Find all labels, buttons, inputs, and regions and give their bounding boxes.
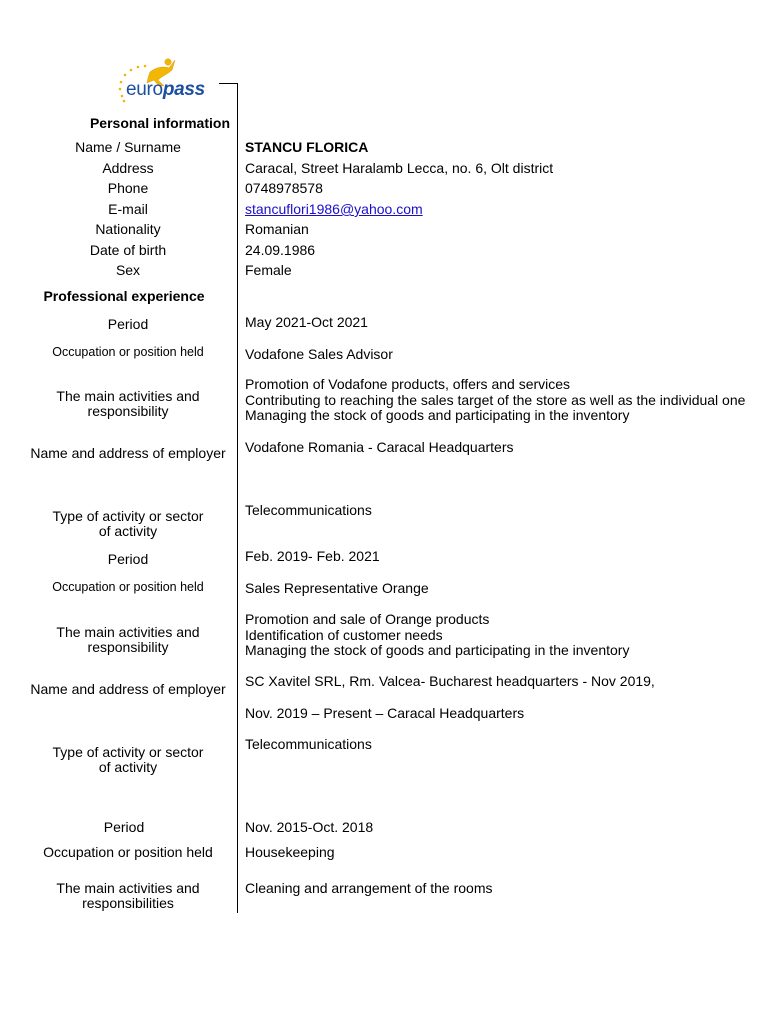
job2-occupation-label: Occupation or position held — [52, 580, 204, 594]
job1-period: May 2021-Oct 2021 — [245, 314, 368, 330]
divider-top — [219, 83, 238, 84]
europass-wordmark — [126, 79, 205, 101]
email-link[interactable]: stancuflori1986@yahoo.com — [245, 201, 423, 217]
job2-occupation: Sales Representative Orange — [245, 580, 429, 596]
job2-activity-line: Managing the stock of goods and participating in the inventory — [245, 642, 630, 658]
value-name: STANCU FLORICA — [245, 139, 369, 155]
job3-period: Nov. 2015-Oct. 2018 — [245, 819, 374, 835]
job3-activity-line: Cleaning and arrangement of the rooms — [245, 880, 493, 896]
job1-activities-label: The main activities and responsibility — [56, 388, 200, 419]
label-sex: Sex — [115, 262, 141, 278]
logo-euro: euro — [126, 79, 163, 100]
job2-sector: Telecommunications — [245, 736, 372, 752]
value-phone: 0748978578 — [245, 180, 323, 196]
job1-occupation-label: Occupation or position held — [52, 345, 204, 359]
label-phone: Phone — [107, 180, 149, 196]
job1-activities — [245, 377, 745, 424]
section-heading-personal: Personal information — [89, 115, 230, 131]
job1-activity-line: Promotion of Vodafone products, offers and services — [245, 376, 571, 392]
job3-activities-label: The main activities and responsibilities — [56, 880, 200, 911]
job1-activity-line: Managing the stock of goods and participating in the inventory — [245, 407, 630, 423]
job2-employer: SC Xavitel SRL, Rm. Valcea- Bucharest headquarters - Nov 2019, — [245, 673, 655, 689]
value-nationality: Romanian — [245, 221, 309, 237]
label-email: E-mail — [108, 201, 148, 217]
value-sex: Female — [245, 262, 292, 278]
value-address: Caracal, Street Haralamb Lecca, no. 6, Olt district — [245, 160, 554, 176]
value-date-of-birth: 24.09.1986 — [245, 242, 316, 258]
job2-period-label: Period — [107, 551, 149, 567]
divider-vertical — [237, 83, 238, 913]
job1-period-label: Period — [107, 316, 149, 332]
job1-employer: Vodafone Romania - Caracal Headquarters — [245, 439, 514, 455]
job2-activities-label: The main activities and responsibility — [56, 624, 200, 655]
job2-employer-continued: Nov. 2019 – Present – Caracal Headquarters — [245, 705, 525, 721]
label-name: Name / Surname — [75, 139, 181, 155]
job2-activity-line: Identification of customer needs — [245, 626, 443, 643]
label-nationality: Nationality — [95, 221, 161, 237]
job2-activities — [245, 612, 629, 659]
job1-sector-label: Type of activity or sector of activity — [52, 508, 204, 539]
job2-sector-label: Type of activity or sector of activity — [52, 744, 204, 775]
job3-activities — [245, 881, 492, 897]
job2-activity-line: Promotion and sale of Orange products — [245, 611, 490, 627]
job1-sector: Telecommunications — [245, 502, 372, 518]
job1-activity-line: Contributing to reaching the sales target of the store as well as the individual one — [245, 391, 746, 408]
job2-period: Feb. 2019- Feb. 2021 — [245, 548, 380, 564]
job3-occupation: Housekeeping — [245, 844, 335, 860]
logo-pass: pass — [162, 79, 205, 100]
job1-occupation: Vodafone Sales Advisor — [245, 346, 393, 362]
job1-employer-label: Name and address of employer — [30, 445, 226, 461]
job3-occupation-label: Occupation or position held — [43, 844, 213, 860]
section-heading-experience: Professional experience — [43, 288, 205, 304]
label-address: Address — [102, 160, 154, 176]
job2-employer-label: Name and address of employer — [30, 681, 226, 697]
label-date-of-birth: Date of birth — [89, 242, 167, 258]
job3-period-label: Period — [103, 819, 145, 835]
